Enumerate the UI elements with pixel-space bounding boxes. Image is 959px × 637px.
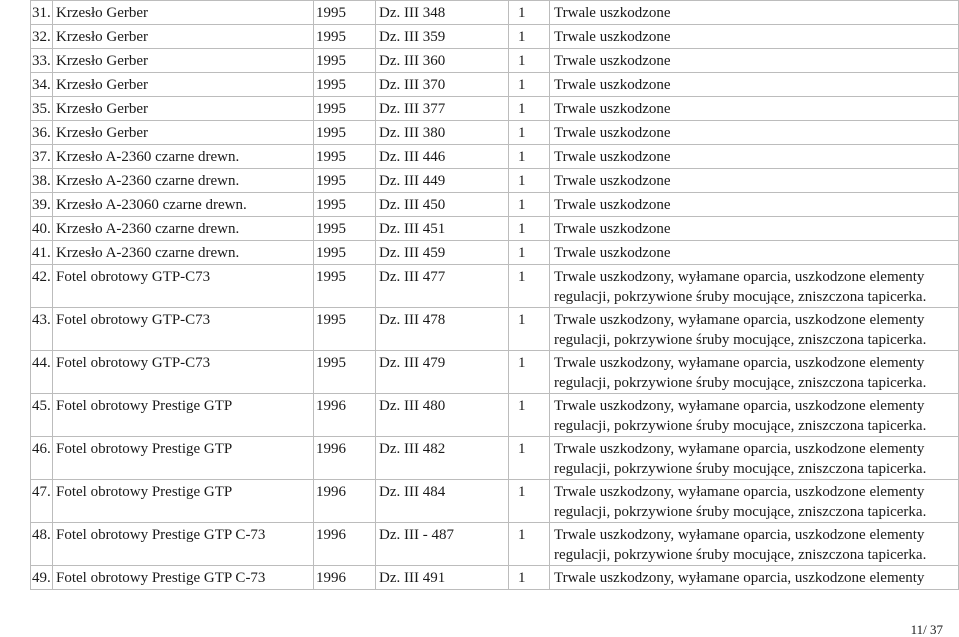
table-row — [31, 351, 959, 394]
row-number: 49. — [32, 570, 51, 586]
item-quantity: 1 — [518, 125, 526, 141]
row-number-cell — [31, 97, 53, 121]
item-quantity: 1 — [518, 269, 526, 285]
item-name: Fotel obrotowy GTP-C73 — [56, 312, 211, 328]
inventory-number: Dz. III 478 — [379, 312, 446, 328]
inventory-number: Dz. III 491 — [379, 570, 446, 586]
item-status-cell — [550, 49, 959, 73]
item-name-cell — [53, 121, 314, 145]
item-status-cell — [550, 169, 959, 193]
item-status — [554, 308, 958, 350]
item-name-cell — [53, 523, 314, 566]
item-status-cell — [550, 217, 959, 241]
inventory-number: Dz. III - 487 — [379, 527, 454, 543]
inventory-number-cell — [376, 145, 509, 169]
item-year: 1995 — [316, 149, 346, 165]
item-name-cell — [53, 566, 314, 590]
item-name-cell — [53, 351, 314, 394]
item-quantity: 1 — [518, 355, 526, 371]
row-number: 46. — [32, 441, 51, 457]
row-number-cell — [31, 265, 53, 308]
inventory-number-cell — [376, 241, 509, 265]
table-row — [31, 145, 959, 169]
table-row — [31, 121, 959, 145]
item-status — [554, 73, 958, 95]
item-name: Krzesło A-2360 czarne drewn. — [56, 149, 240, 165]
item-status-cell — [550, 97, 959, 121]
row-number: 44. — [32, 355, 51, 371]
inventory-number: Dz. III 370 — [379, 77, 446, 93]
item-name-cell — [53, 217, 314, 241]
table-row — [31, 193, 959, 217]
item-status-cell — [550, 73, 959, 97]
item-quantity-cell — [509, 217, 550, 241]
table-row — [31, 265, 959, 308]
item-name: Krzesło A-2360 czarne drewn. — [56, 173, 240, 189]
item-name-cell — [53, 169, 314, 193]
table-row — [31, 73, 959, 97]
item-status — [554, 193, 958, 215]
item-status-line: Trwale uszkodzone — [554, 125, 671, 141]
item-name: Fotel obrotowy Prestige GTP C-73 — [56, 570, 266, 586]
row-number-cell — [31, 169, 53, 193]
inventory-table-body — [31, 1, 959, 590]
inventory-number-cell — [376, 73, 509, 97]
item-year: 1995 — [316, 53, 346, 69]
item-status-line: Trwale uszkodzone — [554, 77, 671, 93]
table-row — [31, 241, 959, 265]
item-year-cell — [314, 97, 376, 121]
item-year-cell — [314, 217, 376, 241]
item-year: 1996 — [316, 570, 346, 586]
row-number: 47. — [32, 484, 51, 500]
item-status-line: Trwale uszkodzony, wyłamane oparcia, uszkodzone elementy — [554, 312, 925, 328]
item-year: 1995 — [316, 77, 346, 93]
item-name: Krzesło A-2360 czarne drewn. — [56, 221, 240, 237]
row-number-cell — [31, 351, 53, 394]
row-number: 36. — [32, 125, 51, 141]
row-number: 38. — [32, 173, 51, 189]
item-name: Krzesło A-23060 czarne drewn. — [56, 197, 247, 213]
inventory-number-cell — [376, 1, 509, 25]
item-quantity-cell — [509, 145, 550, 169]
item-name-cell — [53, 25, 314, 49]
row-number: 43. — [32, 312, 51, 328]
item-status — [554, 523, 958, 565]
item-status-cell — [550, 523, 959, 566]
table-row — [31, 566, 959, 590]
item-quantity-cell — [509, 351, 550, 394]
item-status — [554, 121, 958, 143]
row-number: 41. — [32, 245, 51, 261]
item-year-cell — [314, 394, 376, 437]
inventory-number-cell — [376, 25, 509, 49]
item-name-cell — [53, 97, 314, 121]
inventory-number: Dz. III 480 — [379, 398, 446, 414]
item-year-cell — [314, 265, 376, 308]
item-name: Fotel obrotowy GTP-C73 — [56, 269, 211, 285]
item-status-cell — [550, 25, 959, 49]
item-status-line: regulacji, pokrzywione śruby mocujące, zniszczona tapicerka. — [554, 332, 927, 348]
row-number: 39. — [32, 197, 51, 213]
item-quantity-cell — [509, 523, 550, 566]
item-name: Krzesło Gerber — [56, 5, 149, 21]
item-quantity: 1 — [518, 197, 526, 213]
row-number-cell — [31, 217, 53, 241]
item-status-line: Trwale uszkodzone — [554, 197, 671, 213]
item-status-cell — [550, 193, 959, 217]
row-number: 33. — [32, 53, 51, 69]
item-year: 1995 — [316, 125, 346, 141]
inventory-number: Dz. III 446 — [379, 149, 446, 165]
item-year: 1995 — [316, 29, 346, 45]
item-quantity: 1 — [518, 173, 526, 189]
item-status-cell — [550, 351, 959, 394]
item-year-cell — [314, 308, 376, 351]
item-status — [554, 480, 958, 522]
inventory-number: Dz. III 450 — [379, 197, 446, 213]
item-name-cell — [53, 437, 314, 480]
row-number-cell — [31, 437, 53, 480]
item-status-cell — [550, 1, 959, 25]
inventory-number-cell — [376, 566, 509, 590]
item-status-line: Trwale uszkodzone — [554, 5, 671, 21]
item-year-cell — [314, 25, 376, 49]
page-number: 11/ 37 — [910, 622, 943, 637]
row-number-cell — [31, 241, 53, 265]
row-number-cell — [31, 73, 53, 97]
item-status-cell — [550, 121, 959, 145]
item-status — [554, 97, 958, 119]
item-name: Fotel obrotowy GTP-C73 — [56, 355, 211, 371]
item-status-cell — [550, 566, 959, 590]
item-year-cell — [314, 351, 376, 394]
item-status-line: Trwale uszkodzone — [554, 173, 671, 189]
item-year: 1995 — [316, 245, 346, 261]
row-number: 32. — [32, 29, 51, 45]
item-status-line: regulacji, pokrzywione śruby mocujące, zniszczona tapicerka. — [554, 289, 927, 305]
item-status — [554, 265, 958, 307]
item-quantity: 1 — [518, 221, 526, 237]
row-number-cell — [31, 25, 53, 49]
row-number: 34. — [32, 77, 51, 93]
row-number: 40. — [32, 221, 51, 237]
inventory-number: Dz. III 479 — [379, 355, 446, 371]
inventory-number-cell — [376, 523, 509, 566]
inventory-number: Dz. III 377 — [379, 101, 446, 117]
item-status — [554, 437, 958, 479]
item-year-cell — [314, 169, 376, 193]
item-status-line: Trwale uszkodzony, wyłamane oparcia, uszkodzone elementy — [554, 527, 925, 543]
item-status — [554, 566, 958, 588]
item-year: 1995 — [316, 5, 346, 21]
row-number-cell — [31, 480, 53, 523]
inventory-number-cell — [376, 351, 509, 394]
item-quantity: 1 — [518, 29, 526, 45]
item-status — [554, 145, 958, 167]
item-status-cell — [550, 265, 959, 308]
item-status-line: Trwale uszkodzone — [554, 149, 671, 165]
item-year: 1996 — [316, 441, 346, 457]
item-status-line: Trwale uszkodzony, wyłamane oparcia, uszkodzone elementy — [554, 355, 925, 371]
item-status — [554, 1, 958, 23]
item-name: Fotel obrotowy Prestige GTP C-73 — [56, 527, 266, 543]
item-name: Krzesło Gerber — [56, 101, 149, 117]
item-status-cell — [550, 437, 959, 480]
table-row — [31, 97, 959, 121]
inventory-number: Dz. III 477 — [379, 269, 446, 285]
row-number-cell — [31, 1, 53, 25]
item-quantity: 1 — [518, 312, 526, 328]
item-quantity: 1 — [518, 245, 526, 261]
inventory-number: Dz. III 380 — [379, 125, 446, 141]
inventory-number: Dz. III 459 — [379, 245, 446, 261]
inventory-number-cell — [376, 121, 509, 145]
inventory-number: Dz. III 360 — [379, 53, 446, 69]
inventory-number-cell — [376, 193, 509, 217]
inventory-number-cell — [376, 394, 509, 437]
item-quantity-cell — [509, 308, 550, 351]
row-number-cell — [31, 394, 53, 437]
row-number: 35. — [32, 101, 51, 117]
item-year: 1995 — [316, 269, 346, 285]
item-status-line: regulacji, pokrzywione śruby mocujące, zniszczona tapicerka. — [554, 375, 927, 391]
item-status-line: regulacji, pokrzywione śruby mocujące, zniszczona tapicerka. — [554, 461, 927, 477]
table-row — [31, 437, 959, 480]
item-status-line: regulacji, pokrzywione śruby mocujące, zniszczona tapicerka. — [554, 504, 927, 520]
table-row — [31, 217, 959, 241]
item-quantity-cell — [509, 25, 550, 49]
item-status-line: Trwale uszkodzone — [554, 101, 671, 117]
item-year-cell — [314, 73, 376, 97]
table-row — [31, 523, 959, 566]
table-row — [31, 308, 959, 351]
item-name: Krzesło Gerber — [56, 125, 149, 141]
item-year: 1995 — [316, 101, 346, 117]
item-name-cell — [53, 193, 314, 217]
item-name: Krzesło Gerber — [56, 53, 149, 69]
row-number-cell — [31, 121, 53, 145]
inventory-number: Dz. III 348 — [379, 5, 446, 21]
item-quantity-cell — [509, 1, 550, 25]
item-quantity-cell — [509, 97, 550, 121]
item-name-cell — [53, 480, 314, 523]
item-status-cell — [550, 145, 959, 169]
inventory-number: Dz. III 451 — [379, 221, 446, 237]
item-quantity: 1 — [518, 101, 526, 117]
item-quantity-cell — [509, 241, 550, 265]
item-name-cell — [53, 241, 314, 265]
item-name-cell — [53, 308, 314, 351]
item-status-line: Trwale uszkodzone — [554, 53, 671, 69]
inventory-number-cell — [376, 49, 509, 73]
item-name-cell — [53, 394, 314, 437]
item-name: Krzesło Gerber — [56, 29, 149, 45]
item-year: 1996 — [316, 484, 346, 500]
item-year: 1995 — [316, 173, 346, 189]
item-name-cell — [53, 49, 314, 73]
inventory-number: Dz. III 359 — [379, 29, 446, 45]
row-number-cell — [31, 49, 53, 73]
item-name: Fotel obrotowy Prestige GTP — [56, 398, 233, 414]
item-status-line: Trwale uszkodzone — [554, 29, 671, 45]
item-year-cell — [314, 437, 376, 480]
item-quantity-cell — [509, 73, 550, 97]
inventory-number-cell — [376, 169, 509, 193]
item-status-line: Trwale uszkodzony, wyłamane oparcia, uszkodzone elementy — [554, 441, 925, 457]
item-year: 1995 — [316, 197, 346, 213]
row-number-cell — [31, 523, 53, 566]
item-year-cell — [314, 523, 376, 566]
item-status-cell — [550, 241, 959, 265]
item-year-cell — [314, 480, 376, 523]
table-row — [31, 480, 959, 523]
item-status — [554, 241, 958, 263]
item-quantity: 1 — [518, 527, 526, 543]
table-row — [31, 49, 959, 73]
item-status-line: regulacji, pokrzywione śruby mocujące, zniszczona tapicerka. — [554, 418, 927, 434]
inventory-number-cell — [376, 308, 509, 351]
inventory-table — [30, 0, 959, 590]
inventory-number-cell — [376, 480, 509, 523]
item-quantity-cell — [509, 265, 550, 308]
item-quantity: 1 — [518, 398, 526, 414]
item-name-cell — [53, 145, 314, 169]
item-quantity: 1 — [518, 441, 526, 457]
row-number-cell — [31, 145, 53, 169]
item-quantity-cell — [509, 480, 550, 523]
item-year-cell — [314, 193, 376, 217]
item-quantity-cell — [509, 566, 550, 590]
table-row — [31, 25, 959, 49]
row-number: 31. — [32, 5, 51, 21]
item-status-cell — [550, 480, 959, 523]
item-year: 1996 — [316, 398, 346, 414]
item-status-line: Trwale uszkodzony, wyłamane oparcia, uszkodzone elementy — [554, 570, 925, 586]
item-quantity-cell — [509, 49, 550, 73]
item-status — [554, 394, 958, 436]
item-quantity: 1 — [518, 149, 526, 165]
item-year: 1995 — [316, 355, 346, 371]
inventory-number: Dz. III 482 — [379, 441, 446, 457]
item-quantity: 1 — [518, 77, 526, 93]
item-quantity-cell — [509, 121, 550, 145]
item-status — [554, 49, 958, 71]
row-number-cell — [31, 193, 53, 217]
item-status-line: Trwale uszkodzony, wyłamane oparcia, uszkodzone elementy — [554, 398, 925, 414]
item-year-cell — [314, 145, 376, 169]
item-name: Krzesło Gerber — [56, 77, 149, 93]
item-quantity-cell — [509, 193, 550, 217]
item-year-cell — [314, 566, 376, 590]
item-quantity: 1 — [518, 570, 526, 586]
inventory-number: Dz. III 449 — [379, 173, 446, 189]
item-name: Fotel obrotowy Prestige GTP — [56, 484, 233, 500]
item-year-cell — [314, 49, 376, 73]
item-status-line: Trwale uszkodzone — [554, 245, 671, 261]
item-status-line: Trwale uszkodzone — [554, 221, 671, 237]
inventory-number-cell — [376, 97, 509, 121]
row-number: 37. — [32, 149, 51, 165]
table-row — [31, 169, 959, 193]
item-name-cell — [53, 1, 314, 25]
item-status — [554, 25, 958, 47]
item-quantity-cell — [509, 394, 550, 437]
table-row — [31, 1, 959, 25]
row-number: 48. — [32, 527, 51, 543]
inventory-number-cell — [376, 217, 509, 241]
row-number-cell — [31, 308, 53, 351]
item-quantity-cell — [509, 169, 550, 193]
inventory-number: Dz. III 484 — [379, 484, 446, 500]
item-year: 1996 — [316, 527, 346, 543]
item-year-cell — [314, 241, 376, 265]
item-quantity-cell — [509, 437, 550, 480]
inventory-number-cell — [376, 265, 509, 308]
item-status-line: Trwale uszkodzony, wyłamane oparcia, uszkodzone elementy — [554, 484, 925, 500]
item-year: 1995 — [316, 312, 346, 328]
item-status-line: Trwale uszkodzony, wyłamane oparcia, uszkodzone elementy — [554, 269, 925, 285]
item-status-cell — [550, 394, 959, 437]
item-name-cell — [53, 73, 314, 97]
item-name: Fotel obrotowy Prestige GTP — [56, 441, 233, 457]
item-name-cell — [53, 265, 314, 308]
row-number-cell — [31, 566, 53, 590]
item-quantity: 1 — [518, 484, 526, 500]
item-status — [554, 217, 958, 239]
row-number: 45. — [32, 398, 51, 414]
item-name: Krzesło A-2360 czarne drewn. — [56, 245, 240, 261]
item-year-cell — [314, 121, 376, 145]
row-number: 42. — [32, 269, 51, 285]
item-quantity: 1 — [518, 53, 526, 69]
item-status — [554, 169, 958, 191]
item-year: 1995 — [316, 221, 346, 237]
inventory-number-cell — [376, 437, 509, 480]
item-year-cell — [314, 1, 376, 25]
item-status-cell — [550, 308, 959, 351]
item-quantity: 1 — [518, 5, 526, 21]
table-row — [31, 394, 959, 437]
item-status-line: regulacji, pokrzywione śruby mocujące, zniszczona tapicerka. — [554, 547, 927, 563]
item-status — [554, 351, 958, 393]
